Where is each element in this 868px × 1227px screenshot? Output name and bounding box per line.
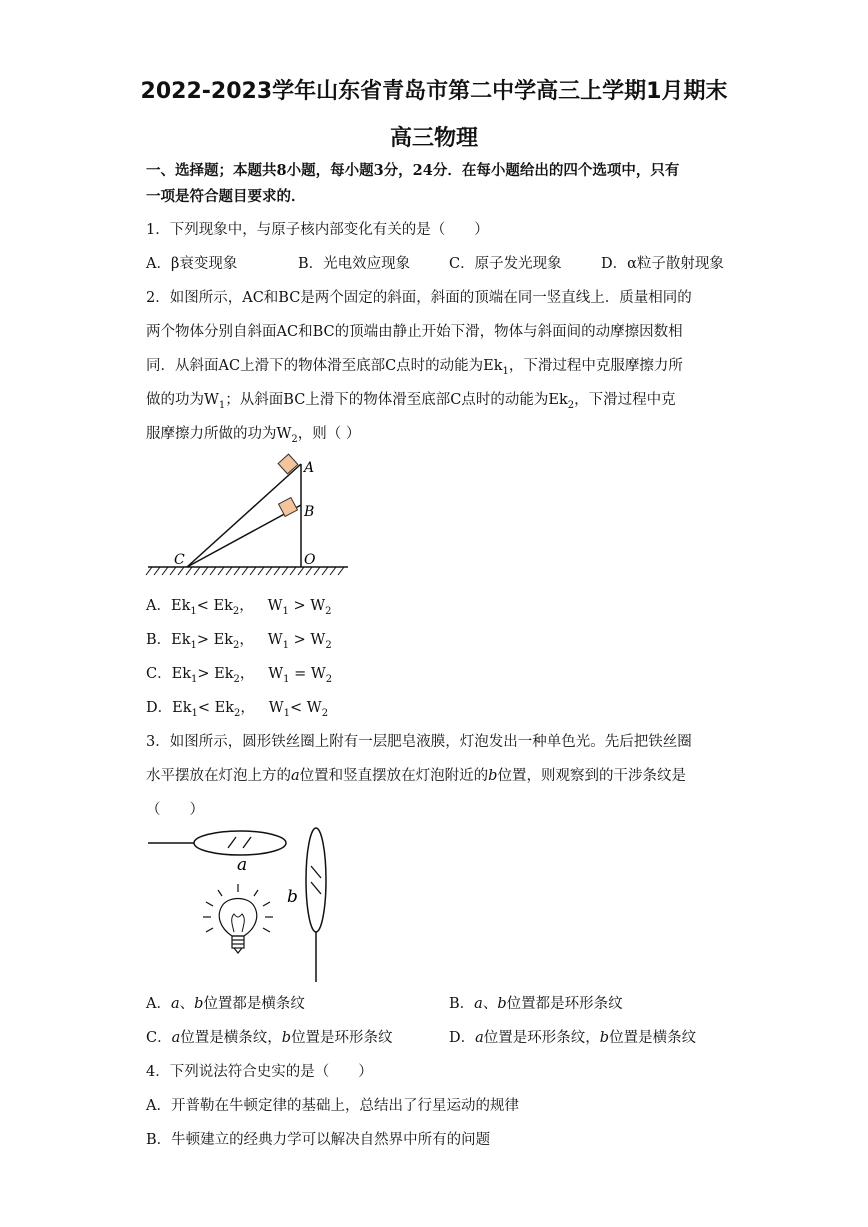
light-bulb-icon <box>203 884 273 953</box>
q2-incline-figure <box>140 450 360 580</box>
q2-option-b: B．$Ek_1> Ek_2$， $W_1 > W_2$ <box>146 632 332 651</box>
exam-title: 2022-2023学年山东省青岛市第二中学高三上学期1月期末 <box>140 79 728 104</box>
label-o: O <box>304 552 316 568</box>
q3-stem-line1: 3．如图所示，圆形铁丝圈上附有一层肥皂液膜，灯泡发出一种单色光。先后把铁丝圈 <box>146 734 692 750</box>
section-intro-cont: 一项是符合题目要求的． <box>146 188 306 205</box>
q4-stem: 4．下列说法符合史实的是（ ） <box>146 1064 373 1080</box>
label-a: A <box>304 460 315 476</box>
q4-option-a: A．开普勒在牛顿定律的基础上，总结出了行星运动的规律 <box>146 1098 519 1114</box>
q1-option-a: A．β衰变现象 <box>146 256 238 272</box>
q4-option-b: B．牛顿建立的经典力学可以解决自然界中所有的问题 <box>146 1132 491 1148</box>
q3-option-c: C．a位置是横条纹，b位置是环形条纹 <box>146 1030 393 1046</box>
ground-hatching <box>146 567 344 575</box>
ring-a-fringe <box>243 837 251 848</box>
exam-subject: 高三物理 <box>389 126 478 151</box>
q2-stem-line2: 两个物体分别自斜面AC和BC的顶端由静止开始下滑，物体与斜面间的动摩擦因数相 <box>146 324 683 340</box>
ring-b-fringe <box>311 882 321 894</box>
q3-option-b: B．a、b位置都是环形条纹 <box>449 996 623 1012</box>
q1-option-c: C．原子发光现象 <box>449 256 562 272</box>
label-ring-a: a <box>237 855 248 875</box>
q3-stem-line2: 水平摆放在灯泡上方的a位置和竖直摆放在灯泡附近的b位置，则观察到的干涉条纹是 <box>146 768 686 784</box>
block-b <box>279 498 298 517</box>
ring-a <box>194 831 286 855</box>
label-b: B <box>304 504 315 520</box>
q2-option-a: A．$Ek_1< Ek_2$， $W_1 > W_2$ <box>146 598 332 617</box>
q3-option-a: A．a、b位置都是横条纹 <box>146 996 305 1012</box>
q3-soap-film-figure <box>140 824 350 984</box>
ring-b <box>306 828 326 932</box>
q2-stem-line5: 服摩擦力所做的功为$W_2$，则（ ） <box>146 426 361 445</box>
q3-stem-line3: （ ） <box>146 802 204 818</box>
q2-option-d: D．$Ek_1< Ek_2$， $W_1< W_2$ <box>146 700 329 719</box>
incline-ac <box>187 464 301 567</box>
block-a <box>278 454 298 474</box>
q1-stem: 1．下列现象中，与原子核内部变化有关的是（ ） <box>146 222 489 238</box>
section-intro: 一、选择题；本题共8小题，每小题3分，24分．在每小题给出的四个选项中，只有 <box>146 162 680 179</box>
ring-b-fringe <box>311 866 321 878</box>
q3-option-d: D．a位置是环形条纹，b位置是横条纹 <box>449 1030 697 1046</box>
q2-stem-line4: 做的功为$W_1$；从斜面BC上滑下的物体滑至底部C点时的动能为$Ek_2$，下滑过程中克 <box>146 392 676 411</box>
q2-option-c: C．$Ek_1> Ek_2$， $W_1 = W_2$ <box>146 666 333 685</box>
label-c: C <box>174 552 185 568</box>
q1-option-b: B．光电效应现象 <box>298 256 411 272</box>
q2-stem-line1: 2．如图所示，AC和BC是两个固定的斜面，斜面的顶端在同一竖直线上．质量相同的 <box>146 290 692 306</box>
q1-option-d: D．α粒子散射现象 <box>601 256 724 272</box>
q2-stem-line3: 同．从斜面AC上滑下的物体滑至底部C点时的动能为$Ek_1$，下滑过程中克服摩擦力所 <box>146 358 683 377</box>
ring-a-fringe <box>228 837 236 848</box>
label-ring-b: b <box>287 887 298 907</box>
